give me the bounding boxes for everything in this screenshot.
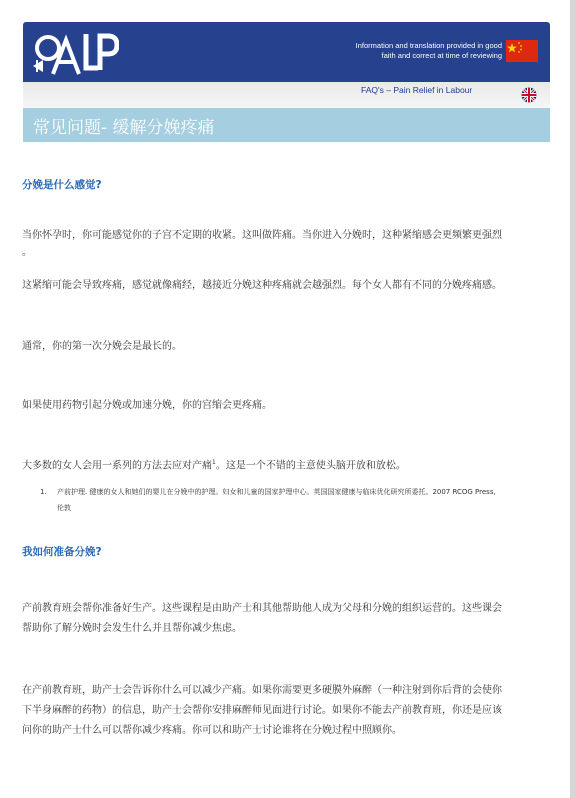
faq-label: FAQ's – Pain Relief in Labour [361, 85, 473, 95]
footnote-text [57, 484, 542, 516]
footnote-reference[interactable]: 1 [212, 459, 216, 466]
tagline-line-2: faith and correct at time of reviewing [381, 51, 502, 60]
paragraph-methods [22, 453, 542, 476]
paragraph-line: 问你的助产士什么可以帮你减少疼痛。你可以和助产士讨论谁将在分娩过程中照顾你。 [22, 725, 402, 736]
header-subbar [23, 82, 550, 108]
paragraph-induced: 如果使用药物引起分娩或加速分娩，你的宫缩会更疼痛。 [22, 400, 272, 411]
paragraph-line: 。 [22, 247, 32, 258]
page-title: 常见问题- 缓解分娩疼痛 [33, 118, 215, 138]
paragraph-line: 当你怀孕时，你可能感觉你的子宫不定期的收紧。这叫做阵痛。当你进入分娩时，这种紧缩感会更频繁更强烈 [22, 230, 502, 241]
tagline-line-1: Information and translation provided in good [355, 41, 502, 50]
paragraph-contractions [22, 226, 542, 260]
document-header [23, 22, 550, 142]
oa-logo-icon [31, 30, 81, 76]
header-tagline [242, 41, 502, 61]
header-banner [23, 22, 550, 82]
section-heading-prepare: 我如何准备分娩? [22, 546, 102, 558]
paragraph-midwife-advice [22, 681, 542, 741]
footnote-line: 伦敦 [57, 504, 71, 512]
paragraph-line: 下半身麻醉的药物）的信息，助产士会帮你安排麻醉师见面进行讨论。如果你不能去产前教育班，你还是应该 [22, 705, 502, 716]
section-heading-labour-feel: 分娩是什么感觉? [22, 179, 102, 191]
page-scroll-edge [570, 0, 575, 798]
paragraph-text: 大多数的女人会用一系列的方法去应对产痛 [22, 460, 212, 472]
paragraph-text: 。这是一个不错的主意使头脑开放和放松。 [215, 460, 406, 472]
paragraph-line: 帮助你了解分娩时会发生什么并且帮你减少焦虑。 [22, 623, 242, 634]
china-flag-icon [506, 40, 538, 62]
footnote-line: 产前护理. 健康的女人和她们的婴儿在分娩中的护理。妇女和儿童的国家护理中心。英国国家健康与临床优化研究所委托。2007 RCOG Press, [57, 488, 496, 496]
paragraph-pain: 这紧缩可能会导致疼痛，感觉就像痛经，越接近分娩这种疼痛就会越强烈。每个女人都有不同的分娩疼痛感。 [22, 280, 502, 291]
title-bar [23, 108, 550, 142]
paragraph-line: 产前教育班会帮你准备好生产。这些课程是由助产士和其他帮助他人成为父母和分娩的组织运营的。这些课会 [22, 603, 502, 614]
paragraph-antenatal-classes [22, 599, 542, 639]
paragraph-line: 在产前教育班，助产士会告诉你什么可以减少产痛。如果你需要更多硬膜外麻醉（一种注射到你后背的会使你 [22, 685, 502, 696]
lp-logo-icon [83, 30, 119, 72]
uk-flag-icon[interactable] [521, 87, 537, 103]
footnote-number: 1. [40, 488, 47, 496]
paragraph-first-labour: 通常，你的第一次分娩会是最长的。 [22, 341, 182, 352]
